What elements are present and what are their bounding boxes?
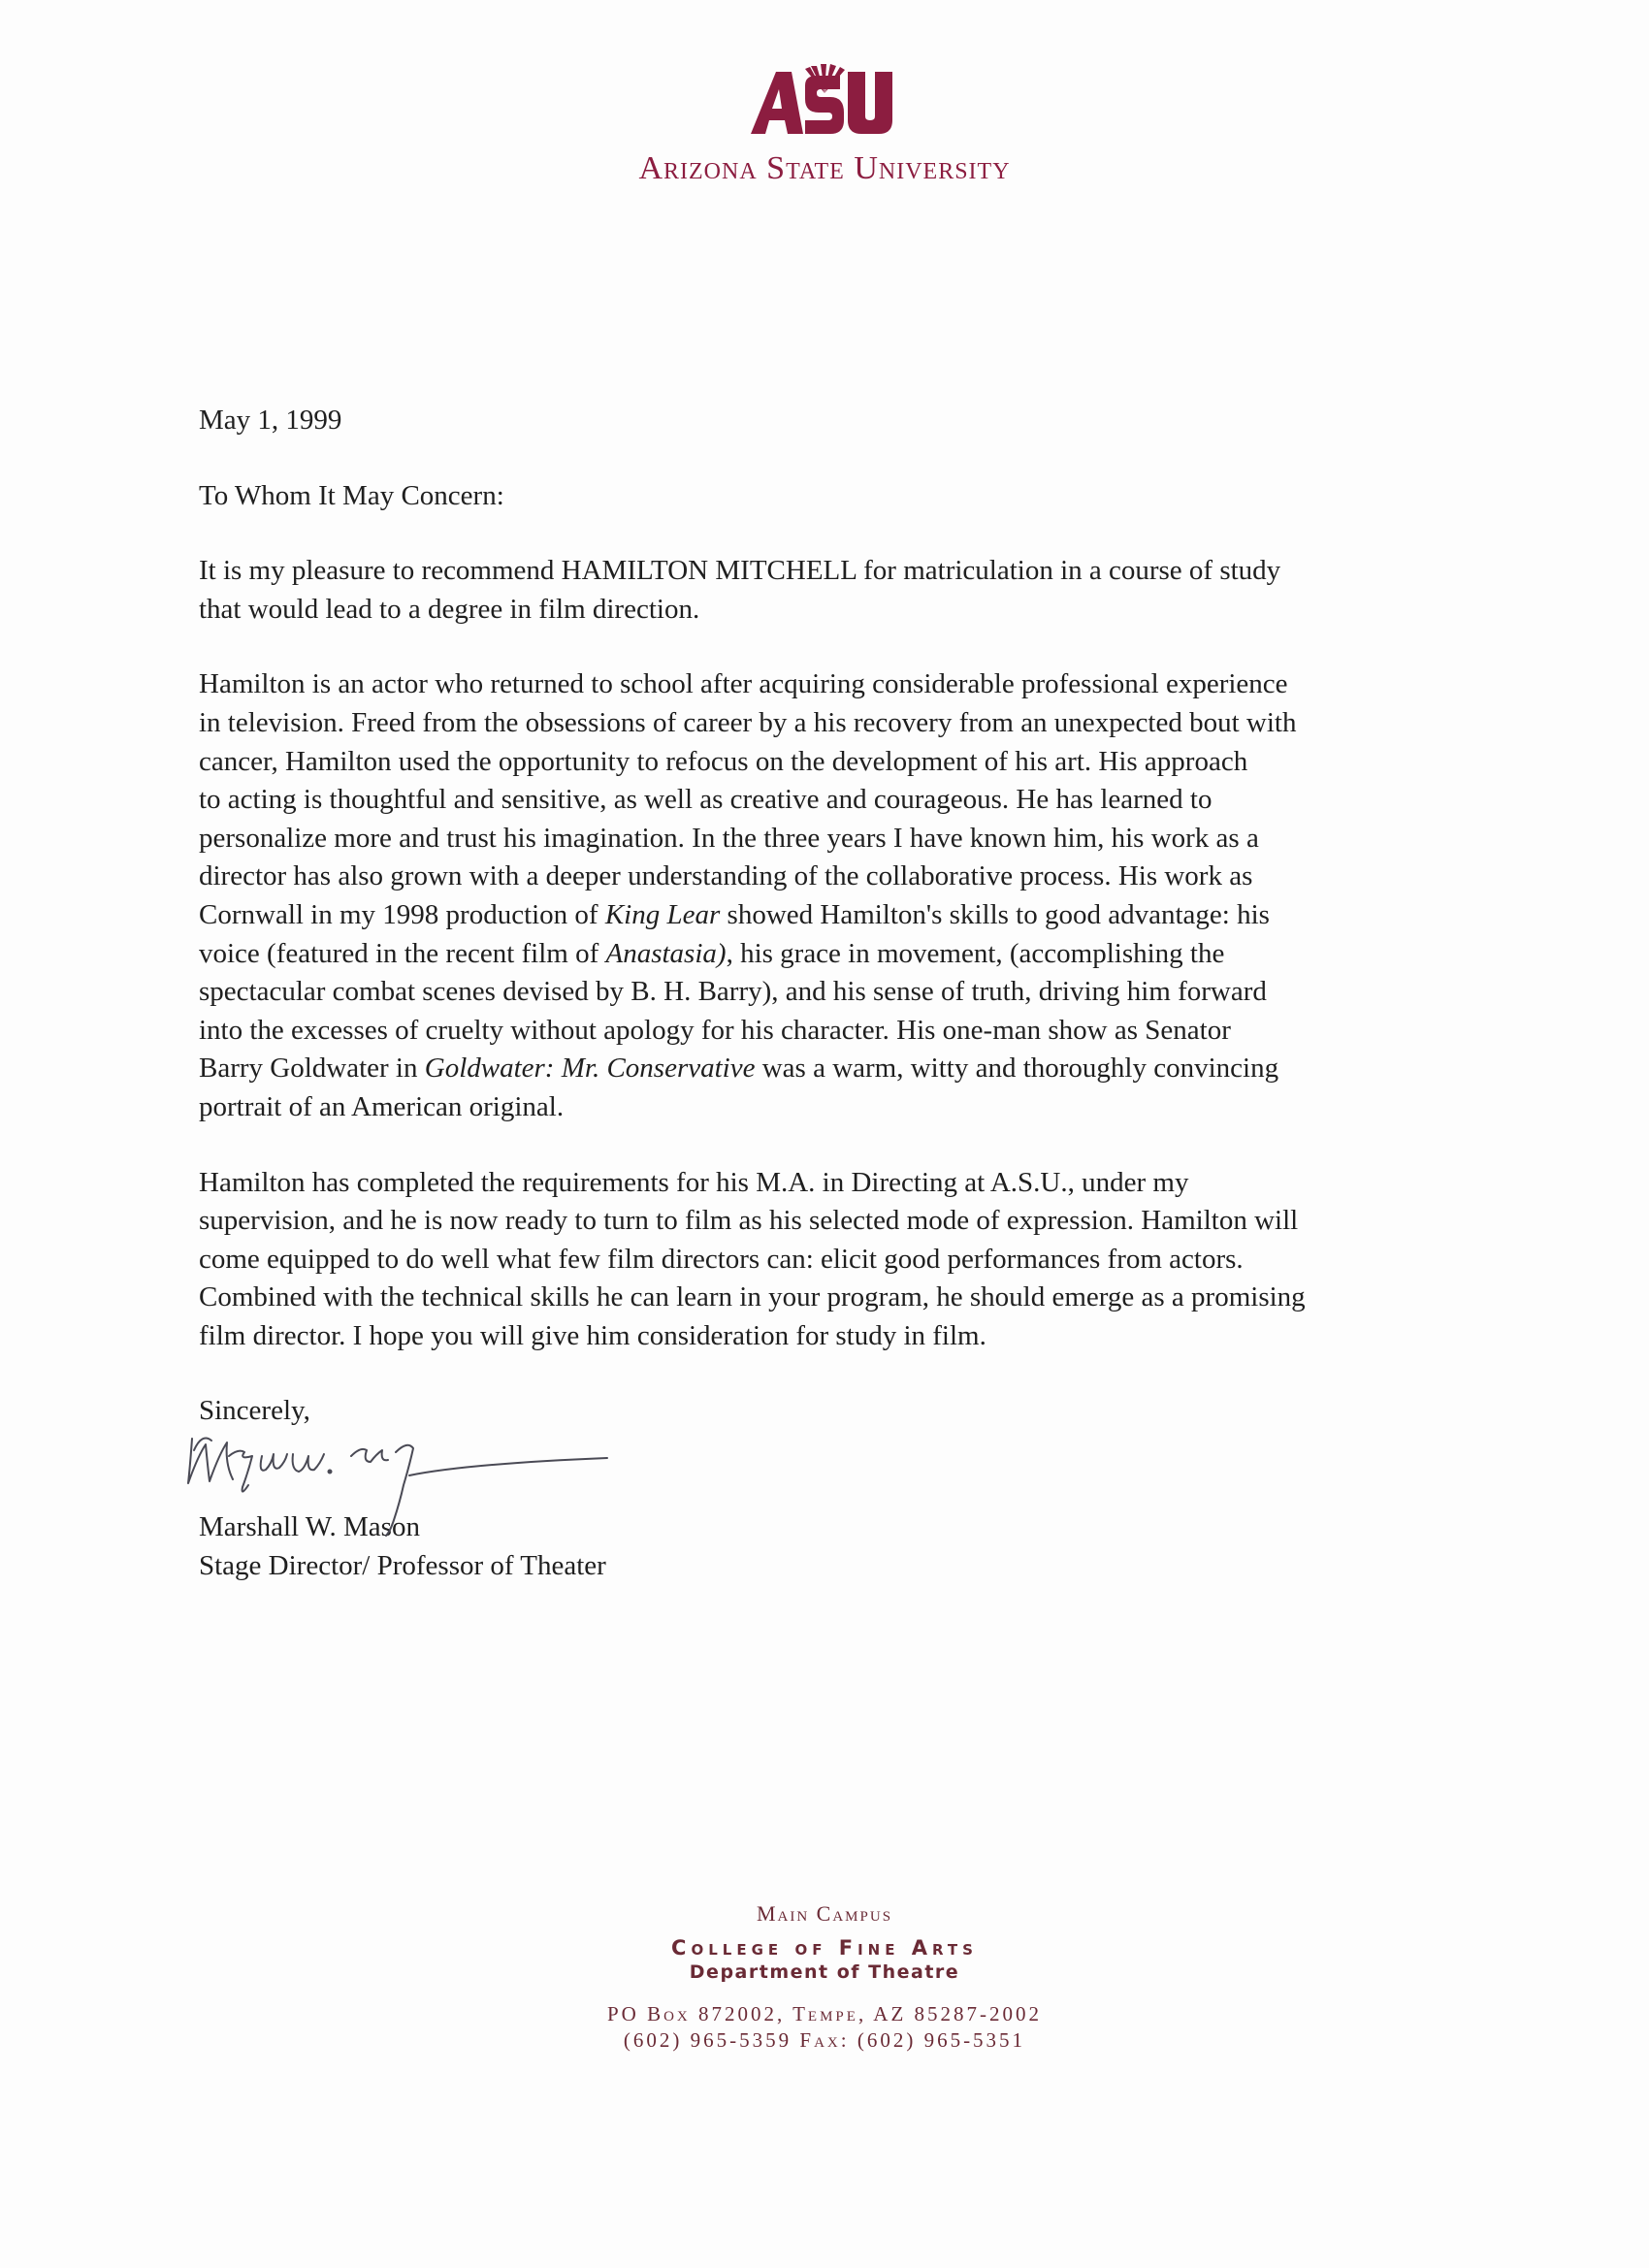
line-text: showed Hamilton's skills to good advantage: his <box>720 898 1270 930</box>
paragraph-line: spectacular combat scenes devised by B. H. Barry), and his sense of truth, driving him forward <box>199 976 1267 1008</box>
paragraph-line: Hamilton has completed the requirements for his M.A. in Directing at A.S.U., under my <box>199 1166 1189 1198</box>
paragraph-line: film director. I hope you will give him consideration for study in film. <box>199 1319 986 1351</box>
paragraph-line: portrait of an American original. <box>199 1090 565 1122</box>
line-text: , his grace in movement, (accomplishing the <box>726 937 1225 969</box>
paragraph-line: personalize more and trust his imagination. In the three years I have known him, his work as a <box>199 822 1259 854</box>
show-title-goldwater: Goldwater: Mr. Conservative <box>424 1053 756 1085</box>
handwritten-signature <box>184 1427 650 1592</box>
footer-address: PO Box 872002, Tempe, AZ 85287-2002 <box>606 2002 1043 2025</box>
paragraph-line: to acting is thoughtful and sensitive, as well as creative and courageous. He has learned to <box>199 784 1212 816</box>
paragraph-line: It is my pleasure to recommend HAMILTON MITCHELL for matriculation in a course of study <box>199 555 1281 587</box>
paragraph-3 <box>199 1164 1479 1356</box>
paragraph-line: in television. Freed from the obsessions of career by a his recovery from an unexpected bout with <box>199 706 1297 738</box>
paragraph-line: supervision, and he is now ready to turn to film as his selected mode of expression. Hamilton will <box>199 1205 1299 1237</box>
paragraph-line <box>199 1050 1479 1088</box>
signature-area <box>199 1433 1479 1508</box>
signer-title: Stage Director/ Professor of Theater <box>199 1549 606 1581</box>
paragraph-line <box>199 935 1479 974</box>
paragraph-line: into the excesses of cruelty without apology for his character. His one-man show as Senator <box>199 1014 1231 1046</box>
paragraph-1 <box>199 552 1479 629</box>
closing: Sincerely, <box>199 1395 310 1427</box>
paragraph-line: Hamilton is an actor who returned to school after acquiring considerable professional experience <box>199 668 1288 700</box>
paragraph-line: that would lead to a degree in film direction. <box>199 593 700 625</box>
play-title-king-lear: King Lear <box>604 898 721 930</box>
line-text: Barry Goldwater in <box>199 1053 425 1085</box>
film-title-anastasia: Anastasia) <box>605 937 727 969</box>
asu-logo <box>747 64 902 137</box>
paragraph-2 <box>199 665 1479 1126</box>
footer-phone: (602) 965-5359 Fax: (602) 965-5351 <box>623 2028 1026 2052</box>
line-text: voice (featured in the recent film of <box>199 937 606 969</box>
footer-department: Department of Theatre <box>689 1961 960 1983</box>
footer-college: College of Fine Arts <box>671 1936 978 1960</box>
paragraph-line <box>199 896 1479 935</box>
line-text: was a warm, witty and thoroughly convincing <box>755 1053 1279 1085</box>
salutation: To Whom It May Concern: <box>199 479 504 511</box>
paragraph-line: director has also grown with a deeper understanding of the collaborative process. His work as <box>199 860 1253 892</box>
letter-body <box>199 402 1479 1585</box>
letter-date: May 1, 1999 <box>199 405 342 436</box>
footer-campus: Main Campus <box>756 1901 893 1926</box>
line-text: Cornwall in my 1998 production of <box>199 898 605 930</box>
paragraph-line: cancer, Hamilton used the opportunity to refocus on the development of his art. His approach <box>199 745 1248 777</box>
paragraph-line: come equipped to do well what few film directors can: elicit good performances from actors. <box>199 1243 1244 1275</box>
signer-name: Marshall W. Mason <box>199 1511 420 1543</box>
letterhead-footer <box>0 1901 1649 2053</box>
university-name: Arizona State University <box>638 150 1011 186</box>
letterhead <box>0 64 1649 187</box>
paragraph-line: Combined with the technical skills he can learn in your program, he should emerge as a promising <box>199 1281 1306 1313</box>
